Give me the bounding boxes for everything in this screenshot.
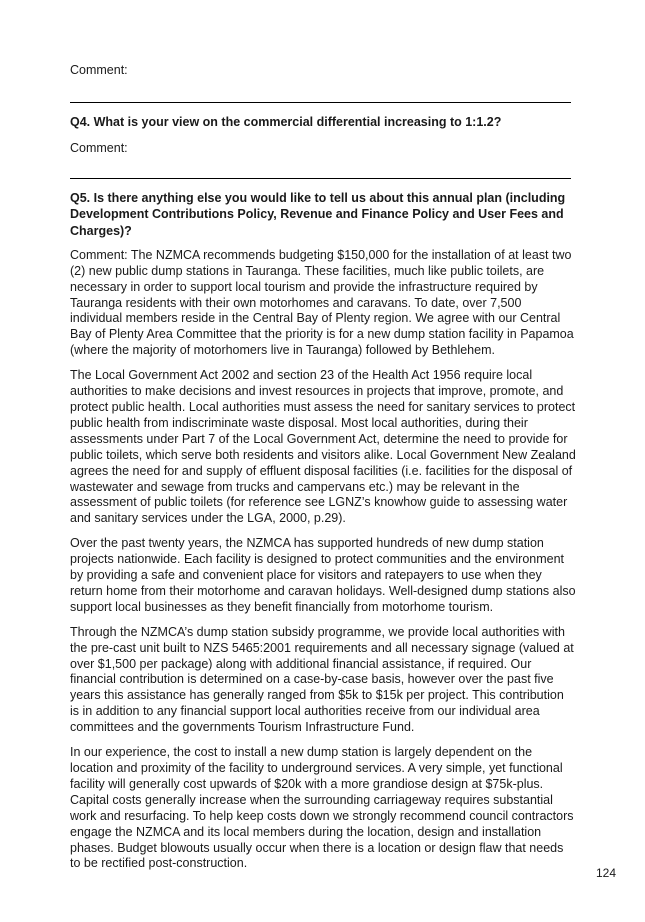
q5-paragraph: The Local Government Act 2002 and section 23 of the Health Act 1956 require local authorities to make decisions and invest resources in projects that improve, promote, and protect public health. Local authorities must assess the need for sanitary services to protect public health from indiscriminate waste disposal. Most local authorities, during their assessments under Part 7 of the Local Government Act, determine the need to provide for public toilets, which serve both residents and visitors alike. Local Government New Zealand agrees the need for and supply of effluent disposal facilities (i.e. facilities for the disposal of wastewater and sewage from trucks and campervans etc.) may be relevant in the assessment of public toilets (for reference see LGNZ’s knowhow guide to assessing water and sanitary services under the LGA, 2000, p.29).: [70, 368, 576, 526]
q4-comment-label: Comment:: [70, 141, 128, 156]
q4-question: Q4. What is your view on the commercial differential increasing to 1:1.2?: [70, 115, 502, 129]
divider: [70, 178, 571, 179]
q5-paragraph: Through the NZMCA’s dump station subsidy programme, we provide local authorities with the pre-cast unit built to NZS 5465:2001 requirements and all necessary signage (valued at over $1,500 per package) along with additional financial assistance, if required. Our financial contribution is determined on a case-by-case basis, however over the past five years this assistance has generally ranged from $5k to $15k per project. This contribution is in addition to any financial support local authorities receive from our individual area committees and the governments Tourism Infrastructure Fund.: [70, 624, 574, 735]
q5-paragraph: In our experience, the cost to install a new dump station is largely dependent on the location and proximity of the facility to underground services. A very simple, yet functional facility will generally cost upwards of $20k with a more grandiose design at $75k-plus. Capital costs generally increase when the surrounding carriageway requires substantial work and resurfacing. To help keep costs down we strongly recommend council contractors engage the NZMCA and its local members during the location, design and installation phases. Budget blowouts usually occur when there is a location or design flaw that needs to be rectified post-construction.: [70, 745, 574, 871]
q5-paragraph: Over the past twenty years, the NZMCA has supported hundreds of new dump station projects nationwide. Each facility is designed to protect communities and the environment by providing a safe and convenient place for visitors and ratepayers to use when they return home from their motorhome and caravan holidays. Well-designed dump stations also support local businesses as they benefit financially from motorhome tourism.: [70, 536, 576, 614]
divider: [70, 102, 571, 103]
page-number: 124: [596, 866, 617, 880]
q5-paragraph: Comment: The NZMCA recommends budgeting $150,000 for the installation of at least two (2) new public dump stations in Tauranga. These facilities, much like public toilets, are necessary in order to support local tourism and provide the infrastructure required by Tauranga residents with their own motorhomes and caravans. To date, over 7,500 individual members reside in the Central Bay of Plenty region. We agree with our Central Bay of Plenty Area Committee that the priority is for a new dump station facility in Papamoa (where the majority of motorhomers live in Tauranga) followed by Bethlehem.: [70, 247, 574, 358]
q5-question: Q5. Is there anything else you would like to tell us about this annual plan (including Development Contributions Policy, Revenue and Finance Policy and User Fees and Charges)?: [70, 191, 566, 238]
document-body: [70, 62, 576, 872]
q3-comment-label: Comment:: [70, 63, 128, 77]
